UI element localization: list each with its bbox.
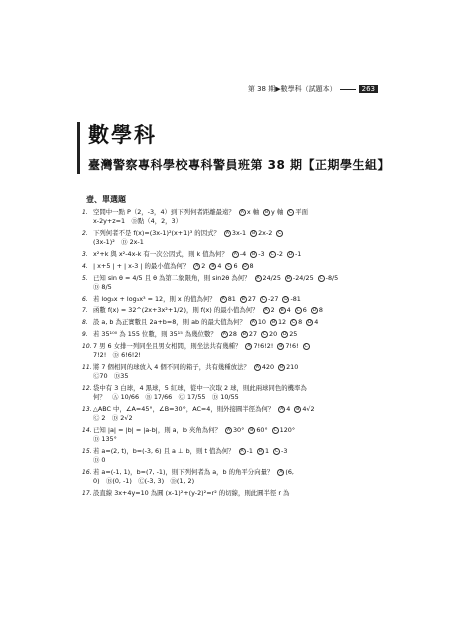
question-number: 4. — [82, 262, 88, 270]
question-body — [93, 208, 370, 226]
answer-option — [318, 274, 339, 282]
question-number: 5. — [82, 274, 88, 282]
option-text: 7!6! — [285, 341, 299, 350]
option-letter-icon: B — [280, 308, 284, 314]
subject-title: 數學科 — [88, 122, 157, 147]
answer-option — [261, 330, 277, 338]
option-letter-icon: A — [226, 427, 231, 433]
option-text: -1 — [294, 250, 302, 258]
answer-option — [290, 318, 302, 326]
option-letter-icon: A — [233, 252, 237, 257]
question-number: 6. — [82, 295, 88, 303]
question-text: 函數 f(x) = 32^(2x+3x²+1/2)，則 f(x) 的最小值為何？ — [93, 306, 259, 315]
option-letter-icon: A — [251, 320, 255, 326]
question-body — [93, 405, 370, 423]
option-letter-icon: D — [288, 252, 293, 257]
option-text: 4 — [314, 318, 319, 327]
question-text: 設 a, b 為正實數且 2a+b=8，則 ab 的最大值為何？ — [93, 318, 246, 327]
option-letter-icon: A — [240, 210, 244, 215]
answer-option — [279, 306, 291, 314]
option-text: -24/25 — [292, 273, 314, 282]
question-item — [82, 208, 370, 226]
option-text: 8 — [298, 318, 303, 327]
answer-option — [303, 342, 311, 350]
question-body — [93, 342, 370, 360]
question-item — [82, 318, 370, 327]
answer-option — [260, 295, 278, 303]
answer-option — [254, 363, 274, 371]
option-text: 平面 — [295, 208, 309, 216]
option-text: 20 — [269, 329, 278, 338]
option-text: 81 — [227, 294, 236, 303]
option-letter-icon: D — [312, 308, 317, 314]
answer-option — [232, 250, 246, 258]
option-letter-icon: B — [252, 252, 256, 257]
question-body — [93, 229, 370, 247]
question-text: 袋中有 3 白球，4 黑球，5 紅球，從中一次取 2 球，則此兩球同色的機率為 — [93, 383, 307, 392]
option-text: -3 — [258, 250, 265, 258]
question-item — [82, 405, 370, 423]
section-heading: 壹、單選題 — [86, 195, 126, 204]
option-text: x 軸 — [246, 208, 260, 216]
option-letter-icon: B — [241, 296, 245, 302]
question-text: 7 男 6 女排一列同坐且男女相間，則坐法共有幾種？ — [93, 341, 242, 350]
option-letter-icon: B — [242, 331, 246, 337]
option-text: -8/5 — [325, 273, 339, 282]
header-rule — [340, 89, 356, 90]
option-letter-icon: C — [304, 343, 308, 349]
question-body — [93, 250, 370, 259]
option-text: 25 — [289, 329, 298, 338]
option-text: 3x-1 — [231, 229, 247, 237]
option-text: 120° — [279, 425, 296, 434]
answer-option — [270, 318, 286, 326]
option-text: 4 — [217, 261, 222, 270]
option-text: 6 — [233, 261, 238, 270]
question-continuation: 0) Ⓑ(0, -1) Ⓒ(-3, 3) Ⓓ(1, 2) — [93, 476, 195, 485]
answer-option — [277, 468, 294, 476]
subject-block — [77, 122, 390, 174]
option-text: 4 — [286, 306, 291, 315]
answer-option — [287, 250, 301, 258]
question-continuation: Ⓒ70 Ⓓ35 — [93, 371, 129, 380]
option-text: 27 — [248, 329, 258, 338]
answer-option — [287, 208, 308, 216]
option-text: 12 — [277, 318, 287, 327]
question-item — [82, 363, 370, 381]
option-text: 2 — [270, 306, 275, 315]
question-continuation: Ⓓ 0 — [93, 455, 106, 464]
answer-option — [248, 426, 267, 434]
question-body — [93, 468, 370, 486]
question-number: 15. — [82, 447, 92, 455]
option-text: 27 — [247, 294, 256, 303]
option-text: 24/25 — [262, 273, 281, 282]
question-item — [82, 342, 370, 360]
answer-option — [311, 306, 323, 314]
option-letter-icon: A — [280, 406, 284, 412]
option-letter-icon: C — [262, 331, 267, 337]
answer-option — [285, 274, 314, 282]
option-letter-icon: D — [284, 296, 288, 302]
question-text: 已知 sin θ = 4/5 且 θ 為第二象限角，則 sin2θ 為何？ — [93, 273, 251, 282]
subject-accent-bar — [77, 122, 80, 174]
option-text: (6, — [285, 467, 294, 476]
option-letter-icon: C — [270, 252, 274, 257]
running-header-text: 第 38 期▶數學科（試題本） — [247, 85, 337, 93]
answer-option — [193, 262, 205, 270]
option-text: 2 — [201, 261, 206, 270]
question-number: 9. — [82, 330, 88, 338]
answer-option — [272, 426, 295, 434]
question-item — [82, 262, 370, 271]
option-letter-icon: B — [250, 427, 254, 433]
option-letter-icon: D — [307, 320, 312, 326]
option-letter-icon: C — [289, 210, 293, 215]
answer-option — [281, 330, 297, 338]
option-text: 60° — [256, 425, 268, 434]
answer-option — [250, 318, 266, 326]
answer-option — [257, 447, 269, 455]
answer-option — [225, 262, 237, 270]
question-item — [82, 489, 370, 498]
question-number: 8. — [82, 319, 88, 327]
option-letter-icon: B — [252, 231, 256, 236]
question-text: | x+5 | + | x-3 | 的最小值為何？ — [93, 261, 190, 270]
question-item — [82, 384, 370, 402]
question-item — [82, 468, 370, 486]
answer-option — [278, 363, 298, 371]
question-item — [82, 295, 370, 304]
question-number: 2. — [82, 230, 88, 237]
answer-option — [269, 250, 283, 258]
question-body — [93, 426, 370, 444]
answer-option — [239, 208, 259, 216]
option-text: -1 — [246, 446, 253, 455]
question-body — [93, 274, 370, 292]
question-text: 將 7 個相同的球放入 4 個不同的箱子，共有幾種放法？ — [93, 362, 250, 371]
option-text: -27 — [267, 294, 279, 303]
question-body — [93, 447, 370, 465]
question-number: 13. — [82, 405, 92, 413]
option-text: 6 — [302, 306, 307, 315]
answer-option — [263, 306, 275, 314]
option-letter-icon: A — [225, 231, 229, 236]
answer-option — [273, 447, 287, 455]
question-item — [82, 426, 370, 444]
option-letter-icon: A — [255, 364, 259, 370]
option-letter-icon: B — [264, 210, 269, 215]
question-text: 設直線 3x+4y=10 為圓 (x-1)²+(y-2)²=r² 的切線，則此圓半徑 r 為 — [93, 488, 290, 497]
answer-option — [282, 295, 300, 303]
question-item — [82, 229, 370, 247]
question-number: 12. — [82, 384, 92, 392]
answer-option — [220, 295, 236, 303]
option-letter-icon: C — [227, 263, 231, 269]
option-letter-icon: B — [296, 406, 300, 412]
option-text: -3 — [281, 446, 288, 455]
option-letter-icon: B — [286, 275, 290, 281]
question-text: 已知 |a| = |b| = |a-b|，則 a，b 夾角為何？ — [93, 425, 221, 434]
question-number: 11. — [82, 363, 92, 371]
answer-option — [306, 318, 318, 326]
option-letter-icon: D — [282, 331, 287, 337]
question-continuation: x-2y+z=1 Ⓓ點（4，2，3） — [93, 217, 182, 226]
option-letter-icon: C — [278, 231, 282, 236]
question-continuation: (3x-1)² Ⓓ 2x-1 — [93, 238, 144, 247]
answer-option — [209, 262, 221, 270]
option-letter-icon: A — [264, 308, 268, 314]
question-text: x²+k 與 x²-4x-k 有一次公因式，則 k 值為何？ — [93, 250, 228, 258]
option-letter-icon: C — [261, 296, 266, 302]
option-letter-icon: C — [319, 275, 323, 281]
question-continuation: Ⓓ 8/5 — [93, 282, 112, 291]
answer-option — [250, 229, 272, 237]
option-text: 2x-2 — [258, 229, 273, 237]
option-text: -2 — [276, 250, 283, 258]
answer-option — [276, 229, 284, 237]
answer-option — [221, 330, 237, 338]
question-text: 若 a=(2, t)，b=(-3, 6) 且 a ⊥ b，則 t 值為何？ — [93, 446, 235, 455]
exam-title: 臺灣警察專科學校專科警員班第 38 期【正期學生組】 — [88, 158, 391, 172]
answer-option — [250, 250, 264, 258]
question-number: 1. — [82, 209, 88, 216]
answer-option — [295, 306, 307, 314]
question-body — [93, 262, 370, 271]
option-letter-icon: A — [195, 263, 199, 269]
question-number: 14. — [82, 426, 92, 434]
question-body — [93, 330, 370, 339]
answer-option — [239, 447, 253, 455]
option-letter-icon: B — [279, 343, 283, 349]
answer-option — [224, 229, 246, 237]
answer-option — [245, 342, 273, 350]
option-letter-icon: B — [271, 320, 276, 326]
question-body — [93, 384, 370, 402]
answer-option — [277, 342, 298, 350]
question-item — [82, 250, 370, 259]
option-text: 4√2 — [302, 404, 315, 413]
option-letter-icon: D — [243, 263, 247, 269]
question-text: 下列何者不是 f(x)=(3x-1)²(x+1)³ 的因式？ — [93, 229, 220, 237]
answer-option — [225, 426, 244, 434]
question-item — [82, 274, 370, 292]
option-letter-icon: A — [221, 296, 225, 302]
option-letter-icon: A — [240, 448, 244, 454]
option-text: 30° — [232, 425, 245, 434]
question-text: △ABC 中，∠A=45°，∠B=30°，AC=4，則外接圓半徑為何？ — [93, 404, 275, 413]
question-body — [93, 489, 370, 498]
option-letter-icon: A — [279, 469, 283, 475]
question-item — [82, 447, 370, 465]
option-text: -81 — [290, 294, 301, 303]
answer-option — [278, 405, 290, 413]
question-body — [93, 318, 370, 327]
option-text: 4 — [286, 404, 291, 413]
running-header — [60, 84, 378, 94]
question-number: 17. — [82, 489, 92, 497]
option-text: 1 — [264, 446, 270, 455]
answer-option — [240, 295, 256, 303]
question-item — [82, 330, 370, 339]
option-letter-icon: B — [258, 448, 262, 454]
option-letter-icon: C — [296, 308, 300, 314]
question-text: 若 35¹⁰⁰ 為 155 位數，則 35¹⁵ 為幾位數？ — [93, 329, 217, 338]
option-text: 8 — [249, 261, 254, 270]
option-letter-icon: A — [222, 331, 226, 337]
option-letter-icon: B — [211, 263, 215, 269]
option-letter-icon: A — [247, 343, 251, 349]
option-text: 10 — [257, 318, 266, 327]
question-body — [93, 363, 370, 381]
question-number: 7. — [82, 307, 88, 315]
question-continuation: 7!2! Ⓓ 6!6!2! — [93, 350, 141, 359]
question-text: 空間中一點 P（2，-3，4）到下列何者距離最遠？ — [93, 208, 235, 216]
question-text: 若 log₃x + log₃x³ = 12，則 x 的值為何？ — [93, 294, 216, 303]
option-letter-icon: C — [274, 448, 279, 454]
question-number: 16. — [82, 468, 92, 476]
question-list — [82, 208, 370, 501]
question-number: 3. — [82, 251, 88, 258]
answer-option — [294, 405, 314, 413]
question-number: 10. — [82, 342, 92, 350]
answer-option — [241, 330, 257, 338]
question-item — [82, 306, 370, 315]
answer-option — [255, 274, 281, 282]
page-number: 263 — [359, 85, 378, 93]
option-text: y 軸 — [271, 208, 284, 216]
question-text: 若 a=(-1, 1)，b=(7, -1)，則下列何者為 a，b 的角平分向量？ — [93, 467, 274, 476]
question-continuation: 何？ Ⓐ 10/66 Ⓑ 17/66 Ⓒ 17/55 Ⓓ 10/55 — [93, 392, 239, 401]
option-text: 28 — [228, 329, 237, 338]
option-letter-icon: C — [292, 320, 296, 326]
option-letter-icon: B — [280, 364, 284, 370]
question-body — [93, 306, 370, 315]
answer-option — [242, 262, 254, 270]
option-letter-icon: A — [256, 275, 260, 281]
option-text: 7!6!2! — [253, 341, 274, 350]
option-letter-icon: C — [273, 427, 277, 433]
option-text: -4 — [239, 250, 247, 258]
question-body — [93, 295, 370, 304]
option-text: 210 — [286, 362, 299, 371]
question-continuation: Ⓓ 135° — [93, 434, 117, 443]
option-text: 8 — [318, 306, 323, 315]
option-text: 420 — [261, 362, 275, 371]
answer-option — [263, 208, 283, 216]
question-continuation: Ⓒ 2 Ⓓ 2√2 — [93, 413, 133, 422]
